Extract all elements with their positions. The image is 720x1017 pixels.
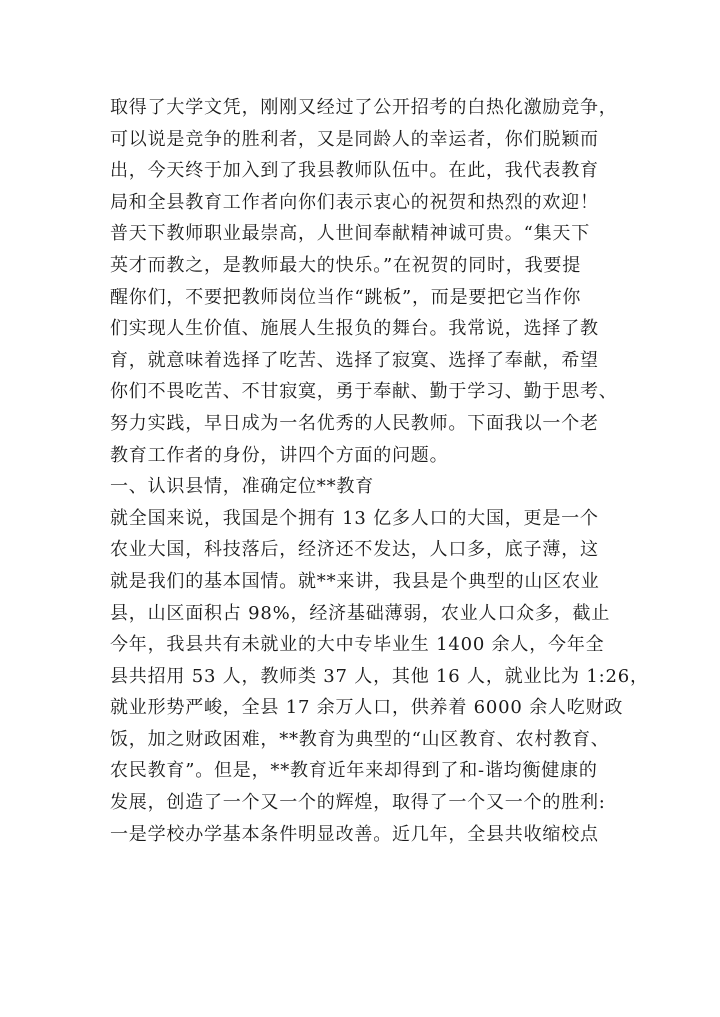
section-heading: 一、认识县情，准确定位**教育: [110, 476, 374, 498]
text-line: 县，山区面积占 98%，经济基础薄弱，农业人口众多，截止: [110, 602, 611, 624]
text-line: 育，就意味着选择了吃苦、选择了寂寞、选择了奉献，希望: [110, 349, 599, 371]
text-line: 农民教育”。但是，**教育近年来却得到了和-谐均衡健康的: [110, 760, 598, 782]
text-line: 们实现人生价值、施展人生报负的舞台。我常说，选择了教: [110, 318, 599, 340]
text-line: 可以说是竞争的胜利者，又是同龄人的幸运者，你们脱颖而: [110, 128, 599, 150]
text-line: 一是学校办学基本条件明显改善。近几年，全县共收缩校点: [110, 823, 599, 845]
text-line: 努力实践，早日成为一名优秀的人民教师。下面我以一个老: [110, 412, 599, 434]
body-text: [110, 92, 650, 850]
text-line: 普天下教师职业最崇高，人世间奉献精神诚可贵。“集天下: [110, 223, 590, 245]
text-line: 就全国来说，我国是个拥有 13 亿多人口的大国，更是一个: [110, 507, 599, 529]
text-line: 英才而教之，是教师最大的快乐。”在祝贺的同时，我要提: [110, 254, 581, 276]
text-line: 醒你们，不要把教师岗位当作“跳板”，而是要把它当作你: [110, 286, 582, 308]
text-line: 农业大国，科技落后，经济还不发达，人口多，底子薄，这: [110, 539, 599, 561]
text-line: 取得了大学文凭，刚刚又经过了公开招考的白热化激励竞争，: [110, 97, 618, 118]
text-line: 县共招用 53 人，教师类 37 人，其他 16 人，就业比为 1:26，: [110, 665, 649, 687]
text-line: 就业形势严峻，全县 17 余万人口，供养着 6000 余人吃财政: [110, 697, 624, 719]
text-line: 你们不畏吃苦、不甘寂寞，勇于奉献、勤于学习、勤于思考、: [110, 381, 618, 403]
text-line: 局和全县教育工作者向你们表示衷心的祝贺和热烈的欢迎！: [110, 191, 599, 213]
text-line: 教育工作者的身份，讲四个方面的问题。: [110, 444, 449, 466]
text-line: 发展，创造了一个又一个的辉煌，取得了一个又一个的胜利:: [110, 792, 606, 814]
text-line: 出，今天终于加入到了我县教师队伍中。在此，我代表教育: [110, 160, 599, 182]
text-line: 今年，我县共有未就业的大中专毕业生 1400 余人，今年全: [110, 634, 605, 656]
text-line: 饭，加之财政困难，**教育为典型的“山区教育、农村教育、: [110, 728, 610, 750]
text-line: 就是我们的基本国情。就**来讲，我县是个典型的山区农业: [110, 570, 600, 592]
